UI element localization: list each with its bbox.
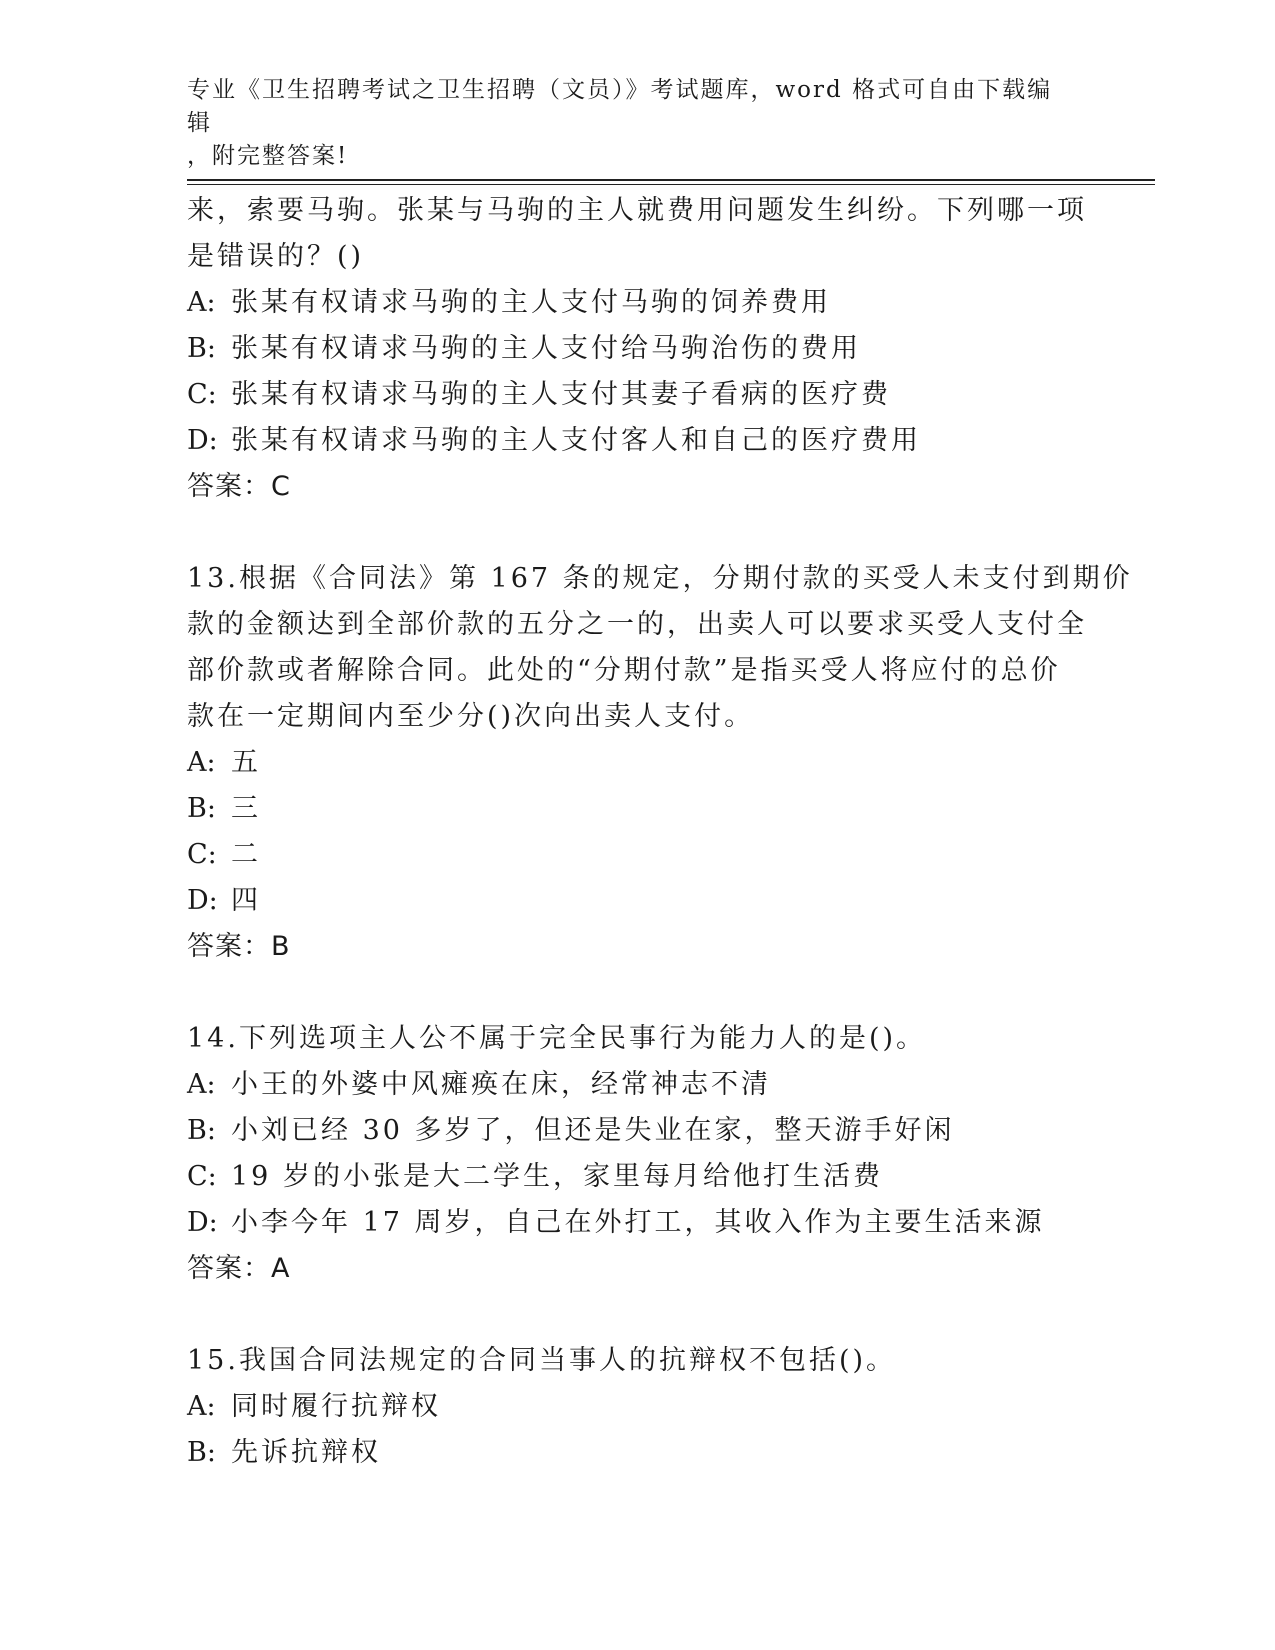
option-a (187, 280, 1087, 326)
option-key: C: (187, 1161, 217, 1192)
option-key: B: (187, 333, 216, 364)
option-text: 三 (231, 793, 261, 824)
question-stem-line: 15.我国合同法规定的合同当事人的抗辩权不包括()。 (187, 1345, 897, 1376)
document-header (187, 74, 1067, 173)
option-d (187, 1200, 1087, 1246)
option-key: A: (187, 1391, 216, 1422)
option-key: A: (187, 287, 216, 318)
option-text: 二 (231, 839, 261, 870)
spacer (187, 1292, 1087, 1338)
spacer (187, 510, 1087, 556)
question-stem-line: 部价款或者解除合同。此处的“分期付款”是指买受人将应付的总价 (187, 655, 1061, 686)
header-divider-thick (187, 179, 1155, 181)
option-a (187, 1384, 1087, 1430)
option-key: A: (187, 747, 216, 778)
answer-line: 答案：A (187, 1253, 291, 1284)
option-c (187, 832, 1087, 878)
question-stem-line: 13.根据《合同法》第 167 条的规定，分期付款的买受人未支付到期价 (187, 563, 1133, 594)
question-stem-line: 款在一定期间内至少分()次向出卖人支付。 (187, 701, 755, 732)
option-text: 张某有权请求马驹的主人支付其妻子看病的医疗费 (231, 379, 891, 410)
option-text: 四 (231, 885, 261, 916)
question-stem-line: 是错误的？() (187, 241, 365, 272)
answer-line: 答案：C (187, 471, 291, 502)
option-text: 张某有权请求马驹的主人支付马驹的饲养费用 (231, 287, 831, 318)
option-text: 小李今年 17 周岁，自己在外打工，其收入作为主要生活来源 (231, 1207, 1045, 1238)
option-text: 同时履行抗辩权 (231, 1391, 441, 1422)
question-12 (187, 188, 1087, 510)
option-text: 19 岁的小张是大二学生，家里每月给他打生活费 (231, 1161, 883, 1192)
question-list (187, 188, 1133, 1476)
option-key: B: (187, 793, 216, 824)
option-key: B: (187, 1437, 216, 1468)
option-text: 先诉抗辩权 (231, 1437, 381, 1468)
question-stem-line: 14.下列选项主人公不属于完全民事行为能力人的是()。 (187, 1023, 927, 1054)
option-text: 小王的外婆中风瘫痪在床，经常神志不清 (231, 1069, 771, 1100)
option-c (187, 372, 1087, 418)
question-stem-line: 来，索要马驹。张某与马驹的主人就费用问题发生纠纷。下列哪一项 (187, 195, 1087, 226)
option-d (187, 418, 1087, 464)
option-c (187, 1154, 1087, 1200)
option-key: A: (187, 1069, 216, 1100)
question-stem-line: 款的金额达到全部价款的五分之一的，出卖人可以要求买受人支付全 (187, 609, 1087, 640)
option-key: D: (187, 1207, 218, 1238)
option-key: D: (187, 885, 218, 916)
answer-line: 答案：B (187, 931, 291, 962)
option-key: D: (187, 425, 218, 456)
option-text: 五 (231, 747, 261, 778)
option-a (187, 740, 1087, 786)
question-14 (187, 1016, 1087, 1292)
question-15 (187, 1338, 1087, 1476)
option-a (187, 1062, 1087, 1108)
option-b (187, 1108, 1087, 1154)
header-line-1: 专业《卫生招聘考试之卫生招聘（文员）》考试题库，word 格式可自由下载编辑 (187, 77, 1053, 136)
option-text: 张某有权请求马驹的主人支付客人和自己的医疗费用 (231, 425, 921, 456)
header-divider-thin (187, 184, 1155, 185)
option-b (187, 786, 1087, 832)
option-text: 张某有权请求马驹的主人支付给马驹治伤的费用 (231, 333, 861, 364)
option-b (187, 326, 1087, 372)
option-d (187, 878, 1087, 924)
spacer (187, 970, 1087, 1016)
option-text: 小刘已经 30 多岁了，但还是失业在家，整天游手好闲 (231, 1115, 955, 1146)
option-key: B: (187, 1115, 216, 1146)
header-line-2: ，附完整答案! (187, 143, 349, 169)
option-key: C: (187, 839, 217, 870)
question-13 (187, 556, 1133, 970)
option-b (187, 1430, 1087, 1476)
option-key: C: (187, 379, 217, 410)
